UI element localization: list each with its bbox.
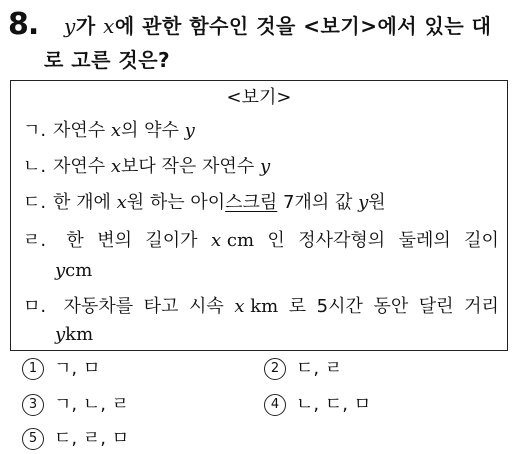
unit-cm: cm — [226, 230, 255, 251]
option-number-circle: 2 — [264, 358, 286, 380]
answer-option-1[interactable] — [22, 356, 100, 382]
item-word: 한 — [66, 230, 84, 251]
option-number-circle: 4 — [264, 394, 286, 416]
bogi-box — [10, 80, 508, 351]
variable-x: x — [116, 192, 127, 213]
unit-km: km — [65, 324, 94, 345]
item-marker: ㄹ. — [23, 230, 47, 251]
item-word: 길이가 — [145, 230, 198, 251]
option-text: ㄴ, ㄷ, ㅁ — [296, 394, 372, 415]
question-text-segment: 에 관한 함수인 것을 <보기>에서 있는 대 — [114, 14, 492, 38]
item-word: 정사각형의 — [298, 230, 386, 251]
item-text: 한 개에 — [53, 192, 117, 213]
variable-x: x — [110, 120, 122, 141]
bogi-item-nieun — [23, 153, 499, 181]
option-text: ㄷ, ㄹ, ㅁ — [54, 428, 130, 449]
item-word: 타고 — [143, 296, 179, 317]
answer-option-4[interactable] — [264, 392, 371, 418]
item-text: 보다 작은 자연수 — [121, 156, 260, 177]
item-text: 7개의 값 — [277, 192, 359, 213]
underlined-text: 스크림 — [225, 192, 278, 213]
item-word: 동안 — [373, 296, 409, 317]
item-marker: ㅁ. — [23, 296, 47, 317]
question-text-segment: 가 — [75, 14, 104, 38]
item-word: 자동차를 — [63, 296, 134, 317]
variable-x: x — [110, 156, 122, 177]
variable-y: y — [55, 324, 66, 345]
item-text: 자연수 — [53, 156, 111, 177]
bogi-item-rieul-continued — [23, 257, 499, 285]
variable-x: x — [234, 296, 245, 317]
item-text: 원 하는 아이 — [126, 192, 226, 213]
answer-option-2[interactable] — [264, 356, 342, 382]
item-word: 인 — [267, 230, 285, 251]
item-text: 의 약수 — [121, 120, 185, 141]
item-word: 변의 — [97, 230, 132, 251]
variable-y: y — [259, 156, 271, 177]
item-word: 시속 — [188, 296, 224, 317]
item-marker: ㄷ. — [23, 192, 47, 213]
option-text: ㄱ, ㄴ, ㄹ — [54, 394, 130, 415]
unit-cm: cm — [65, 260, 93, 281]
variable-y: y — [358, 192, 369, 213]
unit-km: km — [250, 296, 279, 317]
item-text: 자연수 — [53, 120, 111, 141]
variable-y: y — [184, 120, 195, 141]
bogi-item-rieul — [23, 227, 499, 255]
item-word: 거리 — [464, 296, 499, 317]
question-text-line1 — [64, 12, 491, 40]
answer-option-5[interactable] — [22, 426, 129, 452]
question-number: 8. — [8, 7, 39, 42]
item-word: 로 — [288, 296, 307, 317]
item-marker: ㄱ. — [23, 120, 47, 141]
bogi-item-giyeok — [23, 117, 499, 145]
option-number-circle: 5 — [22, 428, 44, 450]
item-word: 길이 — [464, 230, 499, 251]
item-word: 둘레의 — [398, 230, 451, 251]
item-marker: ㄴ. — [23, 156, 47, 177]
bogi-item-mieum-continued — [23, 321, 499, 349]
item-word: 5시간 — [316, 296, 363, 317]
question-text-line2: 로 고른 것은? — [44, 48, 171, 72]
item-measure — [234, 293, 278, 321]
variable-x: x — [103, 14, 115, 38]
variable-y: y — [64, 14, 76, 38]
item-measure — [211, 227, 254, 255]
item-text: 원 — [368, 192, 386, 213]
item-word: 달린 — [418, 296, 454, 317]
answer-option-3[interactable] — [22, 392, 129, 418]
variable-x: x — [210, 230, 222, 251]
bogi-title: <보기> — [226, 87, 292, 108]
variable-y: y — [55, 260, 66, 281]
option-text: ㄱ, ㅁ — [54, 358, 101, 379]
bogi-item-mieum — [23, 293, 499, 321]
bogi-item-digeut — [23, 189, 499, 217]
option-number-circle: 3 — [22, 394, 44, 416]
option-number-circle: 1 — [22, 358, 44, 380]
option-text: ㄷ, ㄹ — [296, 358, 343, 379]
